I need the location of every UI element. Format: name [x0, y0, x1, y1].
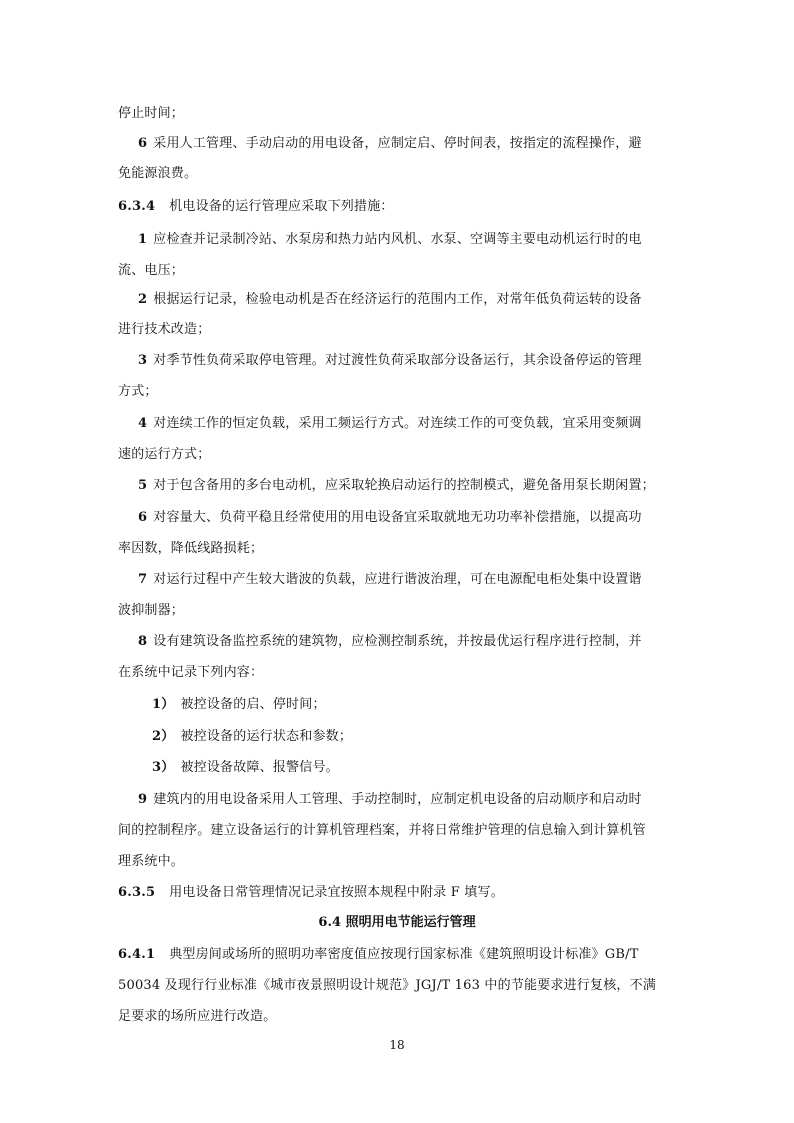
text-line: 免能源浪费。	[118, 166, 198, 181]
text-line: 停止时间；	[118, 106, 185, 121]
list-item: 5 对于包含备用的多台电动机，应采取轮换启动运行的控制模式，避免备用泵长期闲置；	[138, 478, 655, 493]
item-number: 3	[138, 353, 148, 368]
list-item: 6 采用人工管理、手动启动的用电设备，应制定启、停时间表，按指定的流程操作，避	[138, 136, 642, 151]
page-number: 18	[389, 1038, 405, 1052]
clause-number: 6.3.4	[118, 199, 156, 214]
clause-heading: 6.4.1 典型房间或场所的照明功率密度值应按现行国家标准《建筑照明设计标准》GB/T	[118, 947, 639, 962]
list-item: 2 根据运行记录，检验电动机是否在经济运行的范围内工作，对常年低负荷运转的设备	[138, 292, 642, 307]
text-line: 速的运行方式；	[118, 447, 211, 462]
text-line: 波抑制器；	[118, 603, 185, 618]
text-line: 在系统中记录下列内容：	[118, 665, 264, 680]
list-item: 8 设有建筑设备监控系统的建筑物，应检测控制系统，并按最优运行程序进行控制，并	[138, 634, 642, 649]
clause-heading: 6.3.4 机电设备的运行管理应采取下列措施：	[118, 199, 394, 214]
item-number: 3）	[152, 760, 175, 775]
text-line: 理系统中。	[118, 854, 185, 869]
item-number: 4	[138, 416, 148, 431]
list-item: 4 对连续工作的恒定负载，采用工频运行方式。对连续工作的可变负载，宜采用变频调	[138, 416, 642, 431]
list-item: 3 对季节性负荷采取停电管理。对过渡性负荷采取部分设备运行，其余设备停运的管理	[138, 353, 642, 368]
item-number: 1	[138, 232, 148, 247]
item-number: 6	[138, 136, 148, 151]
item-number: 5	[138, 478, 148, 493]
text-line: 间的控制程序。建立设备运行的计算机管理档案，并将日常维护管理的信息输入到计算机管	[118, 823, 647, 838]
section-heading	[0, 914, 794, 932]
text-line: 方式；	[118, 384, 158, 399]
section-number: 6.4	[318, 915, 342, 930]
text-line: 50034 及现行行业标准《城市夜景照明设计规范》JGJ/T 163 中的节能要求进行复核，不满	[118, 978, 657, 993]
item-number: 7	[138, 572, 148, 587]
sub-list-item: 1） 被控设备的启、停时间；	[152, 697, 326, 712]
clause-heading: 6.3.5 用电设备日常管理情况记录宜按照本规程中附录 F 填写。	[118, 885, 504, 900]
item-number: 9	[138, 792, 148, 807]
item-number: 6	[138, 510, 148, 525]
list-item: 6 对容量大、负荷平稳且经常使用的用电设备宜采取就地无功功率补偿措施，以提高功	[138, 510, 642, 525]
sub-list-item: 3） 被控设备故障、报警信号。	[152, 760, 339, 775]
item-number: 2）	[152, 729, 175, 744]
item-number: 8	[138, 634, 148, 649]
list-item: 9 建筑内的用电设备采用人工管理、手动控制时，应制定机电设备的启动顺序和启动时	[138, 792, 642, 807]
section-title: 照明用电节能运行管理	[345, 915, 476, 930]
list-item: 1 应检查并记录制冷站、水泵房和热力站内风机、水泵、空调等主要电动机运行时的电	[138, 232, 642, 247]
item-number: 1）	[152, 697, 175, 712]
clause-number: 6.4.1	[118, 947, 156, 962]
text-line: 率因数，降低线路损耗；	[118, 541, 264, 556]
item-number: 2	[138, 292, 148, 307]
sub-list-item: 2） 被控设备的运行状态和参数；	[152, 729, 353, 744]
text-line: 流、电压；	[118, 263, 185, 278]
text-line: 足要求的场所应进行改造。	[118, 1009, 277, 1024]
text-line: 进行技术改造；	[118, 322, 211, 337]
list-item: 7 对运行过程中产生较大谐波的负载，应进行谐波治理，可在电源配电柜处集中设置谐	[138, 572, 642, 587]
clause-number: 6.3.5	[118, 885, 156, 900]
